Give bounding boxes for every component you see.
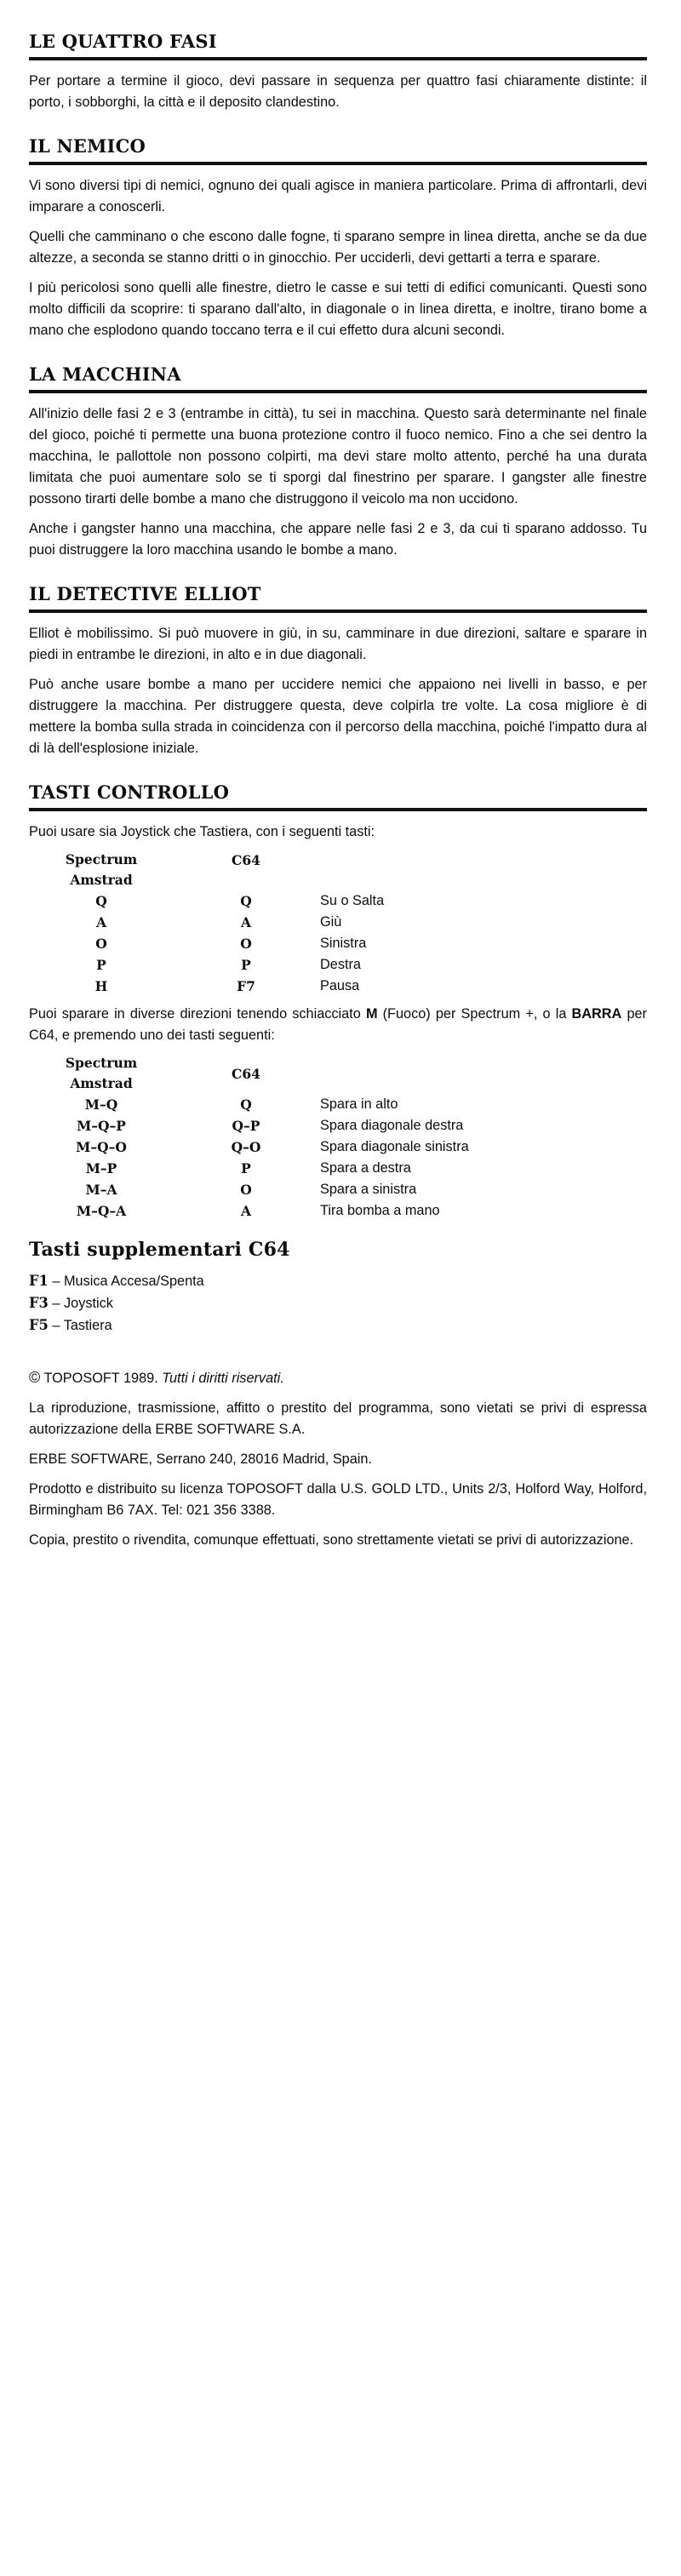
- footer-paragraph: Copia, prestito o rivendita, comunque effettuati, sono strettamente vietati se privi di autorizzazione.: [29, 1532, 634, 1548]
- copyright-symbol: ©: [29, 1369, 41, 1386]
- section-detective: [29, 583, 647, 759]
- key-c64: O: [240, 1182, 252, 1198]
- key-c64: O: [240, 936, 252, 952]
- keys-table-header: [63, 1053, 469, 1094]
- key-spectrum-amstrad: O: [95, 936, 107, 952]
- key-spectrum-amstrad: M–A: [85, 1182, 117, 1198]
- key-spectrum-amstrad: M–P: [85, 1160, 117, 1176]
- manual-content: [29, 31, 647, 1551]
- function-key-desc: – Joystick: [48, 1296, 113, 1311]
- key-spectrum-amstrad: P: [96, 957, 106, 973]
- copyright-line: © TOPOSOFT 1989. Tutti i diritti riservati.: [29, 1369, 284, 1386]
- footer-paragraph: ERBE SOFTWARE, Serrano 240, 28016 Madrid, Spain.: [29, 1451, 372, 1467]
- paragraph: Anche i gangster hanno una macchina, che appare nelle fasi 2 e 3, da cui ti sparano addosso. Tu puoi distruggere la loro macchina usando le bombe a mano.: [29, 521, 647, 558]
- footer-paragraph: La riproduzione, trasmissione, affitto o prestito del programma, sono vietati se privi di espressa autorizzazione della ERBE SOFTWARE S.A.: [29, 1400, 647, 1437]
- keys-table-header: [63, 850, 384, 890]
- key-action: Tira bomba a mano: [320, 1203, 440, 1218]
- function-key-desc: – Musica Accesa/Spenta: [48, 1274, 204, 1289]
- section-supplementari: [29, 1239, 647, 1337]
- key-action: Spara a sinistra: [320, 1182, 417, 1197]
- key-row: [63, 933, 384, 954]
- function-key: F1: [29, 1273, 49, 1289]
- key-spectrum-amstrad: M–Q–P: [77, 1118, 126, 1134]
- key-row: [63, 1136, 469, 1158]
- paragraph: Quelli che camminano o che escono dalle fogne, ti sparano sempre in linea diretta, anche se da due altezze, a seconda se stanno dritti o in ginocchio. Per ucciderli, devi gettarti a terra e sparare.: [29, 229, 647, 266]
- column-header-c64: C64: [232, 852, 260, 868]
- keys-table-fire: [63, 1053, 469, 1222]
- paragraph: Elliot è mobilissimo. Si può muovere in giù, in su, camminare in due direzioni, saltare e sparare in piedi in entrambe le direzioni, in alto e in due diagonali.: [29, 626, 647, 662]
- paragraph: Vi sono diversi tipi di nemici, ognuno dei quali agisce in maniera particolare. Prima di affrontarli, devi imparare a conoscerli.: [29, 178, 647, 215]
- section-title: IL NEMICO: [29, 135, 647, 165]
- section-nemico: [29, 135, 647, 341]
- key-c64: Q: [240, 1096, 252, 1113]
- key-action: Spara diagonale sinistra: [320, 1139, 469, 1154]
- function-key-desc: – Tastiera: [48, 1318, 112, 1333]
- key-spectrum-amstrad: A: [95, 914, 107, 930]
- paragraph: Per portare a termine il gioco, devi passare in sequenza per quattro fasi chiaramente distinte: il porto, i sobborghi, la città e il deposito clandestino.: [29, 73, 647, 110]
- section-title: TASTI CONTROLLO: [29, 781, 647, 811]
- function-key: F5: [29, 1317, 49, 1333]
- key-row: [63, 1200, 469, 1222]
- key-c64: A: [240, 1203, 252, 1219]
- key-spectrum-amstrad: M–Q–O: [76, 1139, 127, 1155]
- key-c64: A: [240, 914, 252, 930]
- keys-table-movement: [63, 850, 384, 997]
- key-row: [63, 1115, 469, 1136]
- column-header-spectrum-amstrad: Spectrum Amstrad: [65, 851, 138, 888]
- section-title: LE QUATTRO FASI: [29, 31, 647, 60]
- key-row: [63, 890, 384, 912]
- function-key: F3: [29, 1295, 49, 1311]
- paragraph: All'inizio delle fasi 2 e 3 (entrambe in città), tu sei in macchina. Questo sarà determinante nel finale del gioco, poiché ti permette una buona protezione contro il fuoco nemico. Fino a che sei dentro la macchina, le pallottole non possono colpirti, ma devi stare molto attento, perché ha una durata limitata che puoi aumentare solo se ti sporgi dal finestrino per sparare. I gangster alle finestre possono tirarti delle bombe a mano che distruggono il veicolo ma non uccidono.: [29, 406, 647, 507]
- paragraph: Può anche usare bombe a mano per uccidere nemici che appaiono nei livelli in basso, e per distruggere la macchina. Per distruggere questa, deve colpirla tre volte. La cosa migliore è di mettere la bomba sulla strada in coincidenza con il percorso della macchina, poiché l'impatto dura al di là dell'esplosione iniziale.: [29, 677, 647, 756]
- fire-paragraph: Puoi sparare in diverse direzioni tenendo schiacciato M (Fuoco) per Spectrum +, o la BARRA per C64, e premendo uno dei tasti seguenti:: [29, 1006, 647, 1043]
- key-c64: Q–O: [231, 1139, 261, 1155]
- section-title: IL DETECTIVE ELLIOT: [29, 583, 647, 613]
- key-action: Spara diagonale destra: [320, 1118, 464, 1133]
- key-action: Destra: [320, 957, 361, 972]
- section-title: LA MACCHINA: [29, 364, 647, 393]
- supp-key-line: [29, 1314, 647, 1337]
- paragraph: Puoi usare sia Joystick che Tastiera, con i seguenti tasti:: [29, 824, 375, 839]
- key-c64: P: [241, 1160, 251, 1176]
- key-row: [63, 1179, 469, 1200]
- section-tasti: [29, 781, 647, 1337]
- section-title: Tasti supplementari C64: [29, 1239, 290, 1261]
- key-spectrum-amstrad: Q: [95, 893, 107, 909]
- footer-paragraph: Prodotto e distribuito su licenza TOPOSOFT dalla U.S. GOLD LTD., Units 2/3, Holford Way, Holford, Birmingham B6 7AX. Tel: 021 356 3388.: [29, 1481, 647, 1518]
- key-spectrum-amstrad: H: [94, 978, 108, 994]
- key-spectrum-amstrad: M–Q: [84, 1096, 118, 1113]
- key-action: Pausa: [320, 978, 360, 993]
- key-action: Giù: [320, 914, 342, 930]
- key-action: Spara a destra: [320, 1160, 411, 1176]
- section-quattro-fasi: [29, 31, 647, 113]
- key-action: Sinistra: [320, 936, 367, 951]
- key-action: Spara in alto: [320, 1096, 398, 1112]
- footer: [29, 1367, 647, 1551]
- key-row: [63, 1158, 469, 1179]
- supp-key-line: [29, 1292, 647, 1314]
- paragraph: I più pericolosi sono quelli alle finestre, dietro le casse e sui tetti di edifici comunicanti. Questi sono molto difficili da scoprire: ti sparano dall'alto, in diagonale o in linea diretta, e inoltre, tirano bome a mano che esplodono quando toccano terra e il cui effetto dura alcuni secondi.: [29, 280, 647, 338]
- key-c64: P: [241, 957, 251, 973]
- key-c64: Q–P: [232, 1118, 260, 1134]
- key-row: [63, 1094, 469, 1115]
- key-c64: F7: [237, 978, 255, 994]
- key-c64: Q: [240, 893, 252, 909]
- section-macchina: [29, 364, 647, 561]
- key-action: Su o Salta: [320, 893, 385, 908]
- column-header-spectrum-amstrad: Spectrum Amstrad: [65, 1055, 138, 1091]
- column-header-c64: C64: [232, 1065, 260, 1082]
- key-row: [63, 912, 384, 933]
- key-row: [63, 954, 384, 976]
- key-row: [63, 976, 384, 997]
- supp-key-line: [29, 1270, 647, 1292]
- key-spectrum-amstrad: M–Q–A: [76, 1203, 127, 1219]
